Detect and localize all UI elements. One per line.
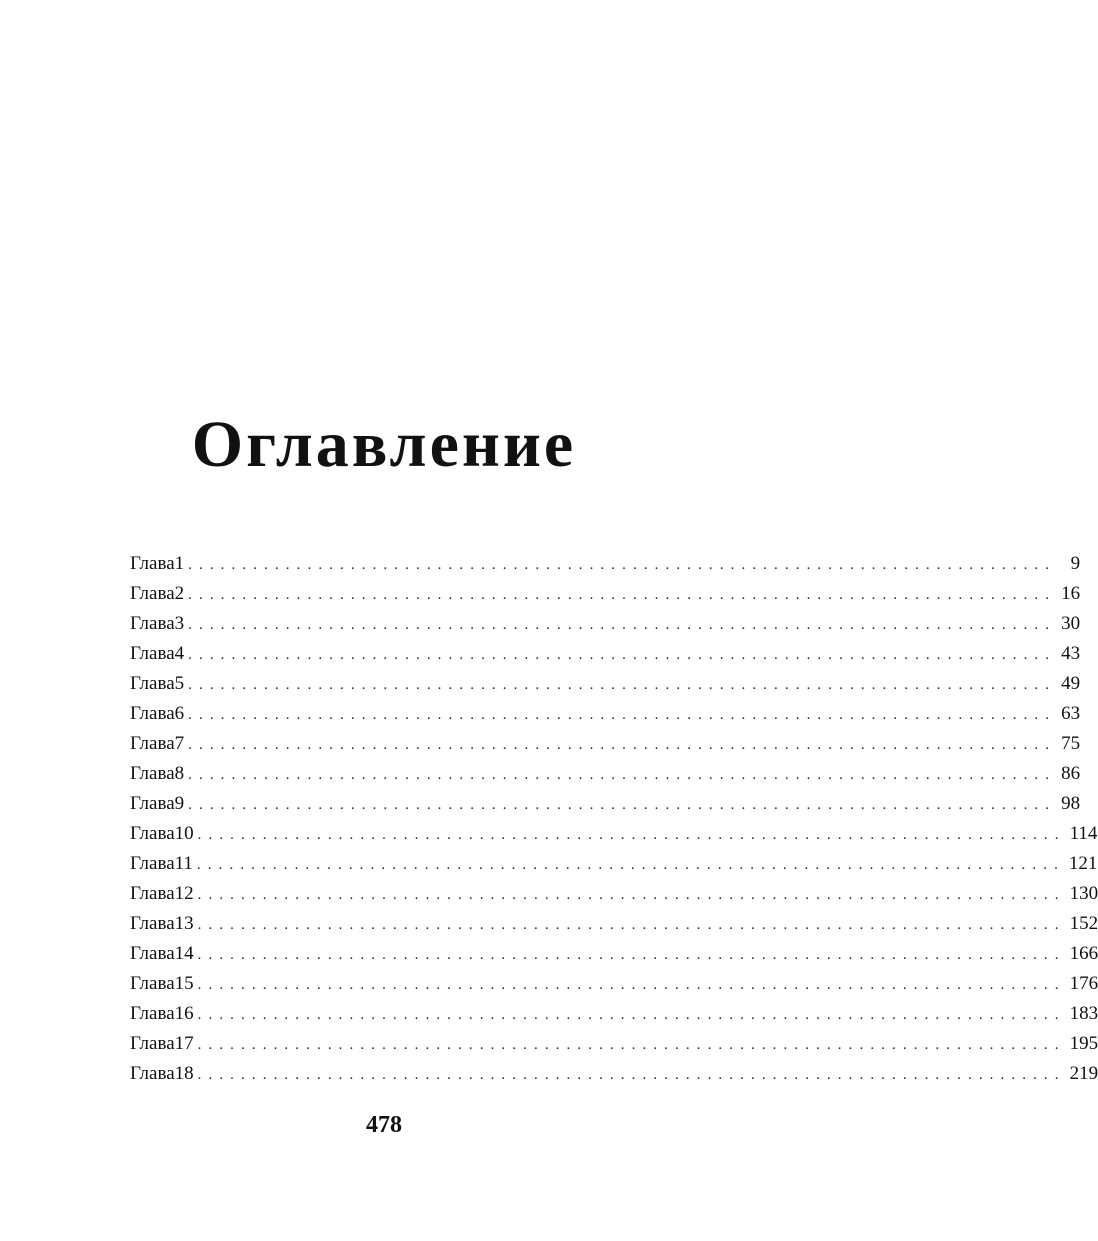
- toc-chapter-label: Глава: [130, 943, 175, 964]
- toc-chapter-label: Глава: [130, 1003, 175, 1024]
- toc-dot-leader: ................................................................................: [197, 1007, 1066, 1023]
- toc-entry[interactable]: [130, 639, 1081, 669]
- toc-dot-leader: ................................................................................: [197, 917, 1066, 933]
- toc-dot-leader: ................................................................................: [188, 707, 1057, 723]
- toc-entry[interactable]: [130, 849, 1098, 879]
- toc-chapter-number: 17: [174, 1033, 194, 1054]
- toc-chapter-label: Глава: [130, 553, 175, 574]
- toc-chapter-label: Глава: [130, 823, 175, 844]
- toc-page-number: 9: [1070, 553, 1081, 574]
- toc-chapter-number: 16: [174, 1003, 194, 1024]
- page-number: 478: [366, 1112, 402, 1138]
- toc-dot-leader: ................................................................................: [197, 1037, 1066, 1053]
- toc-chapter-label: Глава: [130, 703, 175, 724]
- toc-entry[interactable]: [130, 669, 1081, 699]
- toc-dot-leader: ................................................................................: [188, 557, 1057, 573]
- toc-chapter-number: 14: [174, 943, 194, 964]
- toc-entry[interactable]: [130, 789, 1081, 819]
- toc-page-number: 183: [1069, 1003, 1098, 1024]
- toc-chapter-label: Глава: [130, 793, 175, 814]
- toc-dot-leader: ................................................................................: [197, 1067, 1066, 1083]
- toc-page-number: 75: [1061, 733, 1081, 754]
- toc-chapter-number: 1: [174, 553, 185, 574]
- toc-dot-leader: ................................................................................: [188, 677, 1057, 693]
- toc-dot-leader: ................................................................................: [188, 647, 1057, 663]
- toc-dot-leader: ................................................................................: [196, 857, 1065, 873]
- toc-dot-leader: ................................................................................: [197, 887, 1066, 903]
- toc-chapter-label: Глава: [130, 913, 175, 934]
- toc-dot-leader: ................................................................................: [188, 797, 1057, 813]
- toc-entry[interactable]: [130, 1029, 1098, 1059]
- toc-page-number: 98: [1061, 793, 1081, 814]
- toc-entry[interactable]: [130, 999, 1098, 1029]
- toc-chapter-label: Глава: [130, 763, 175, 784]
- toc-page-number: 121: [1068, 853, 1098, 874]
- toc-dot-leader: ................................................................................: [188, 587, 1057, 603]
- toc-chapter-number: 6: [174, 703, 185, 724]
- toc-chapter-number: 11: [174, 853, 193, 874]
- toc-dot-leader: ................................................................................: [188, 617, 1057, 633]
- toc-dot-leader: ................................................................................: [197, 827, 1066, 843]
- toc-entry[interactable]: [130, 819, 1098, 849]
- toc-chapter-number: 7: [174, 733, 185, 754]
- toc-chapter-number: 13: [174, 913, 194, 934]
- toc-chapter-number: 9: [174, 793, 185, 814]
- toc-entry[interactable]: [130, 549, 1081, 579]
- toc-page-number: 219: [1069, 1063, 1098, 1084]
- toc-chapter-label: Глава: [130, 673, 175, 694]
- toc-dot-leader: ................................................................................: [197, 947, 1066, 963]
- toc-entry[interactable]: [130, 609, 1081, 639]
- toc-chapter-number: 2: [174, 583, 185, 604]
- toc-chapter-number: 10: [174, 823, 194, 844]
- toc-entry[interactable]: [130, 729, 1081, 759]
- toc-chapter-number: 3: [174, 613, 185, 634]
- toc-entry[interactable]: [130, 909, 1098, 939]
- toc-page-number: 152: [1069, 913, 1098, 934]
- toc-chapter-label: Глава: [130, 1033, 175, 1054]
- toc-chapter-number: 4: [174, 643, 185, 664]
- toc-page-number: 16: [1061, 583, 1081, 604]
- toc-chapter-number: 15: [174, 973, 194, 994]
- toc-entry[interactable]: [130, 1059, 1098, 1089]
- toc-dot-leader: ................................................................................: [197, 977, 1066, 993]
- toc-page-number: 63: [1061, 703, 1081, 724]
- toc-page-number: 195: [1069, 1033, 1098, 1054]
- toc-chapter-label: Глава: [130, 973, 175, 994]
- toc-page-number: 30: [1061, 613, 1081, 634]
- toc-entry[interactable]: [130, 879, 1098, 909]
- toc-dot-leader: ................................................................................: [188, 767, 1057, 783]
- page-title: Оглавление: [191, 408, 577, 481]
- toc-page-number: 86: [1061, 763, 1081, 784]
- toc-page-number: 43: [1061, 643, 1081, 664]
- toc-chapter-number: 5: [174, 673, 185, 694]
- toc-page-number: 49: [1061, 673, 1081, 694]
- toc-page-number: 166: [1069, 943, 1098, 964]
- toc-entry[interactable]: [130, 759, 1081, 789]
- toc-chapter-label: Глава: [130, 613, 175, 634]
- toc-chapter-label: Глава: [130, 733, 175, 754]
- toc-dot-leader: ................................................................................: [188, 737, 1057, 753]
- toc-chapter-label: Глава: [130, 853, 175, 874]
- toc-chapter-label: Глава: [130, 1063, 175, 1084]
- toc-chapter-number: 18: [174, 1063, 194, 1084]
- toc-chapter-number: 8: [174, 763, 185, 784]
- toc-entry[interactable]: [130, 699, 1081, 729]
- toc-chapter-label: Глава: [130, 643, 175, 664]
- toc-page-number: 176: [1069, 973, 1098, 994]
- table-of-contents: [130, 549, 1098, 1089]
- toc-chapter-label: Глава: [130, 883, 175, 904]
- toc-entry[interactable]: [130, 939, 1098, 969]
- toc-chapter-label: Глава: [130, 583, 175, 604]
- toc-page-number: 130: [1069, 883, 1098, 904]
- toc-chapter-number: 12: [174, 883, 194, 904]
- toc-entry[interactable]: [130, 579, 1081, 609]
- toc-page-number: 114: [1069, 823, 1098, 844]
- toc-entry[interactable]: [130, 969, 1098, 999]
